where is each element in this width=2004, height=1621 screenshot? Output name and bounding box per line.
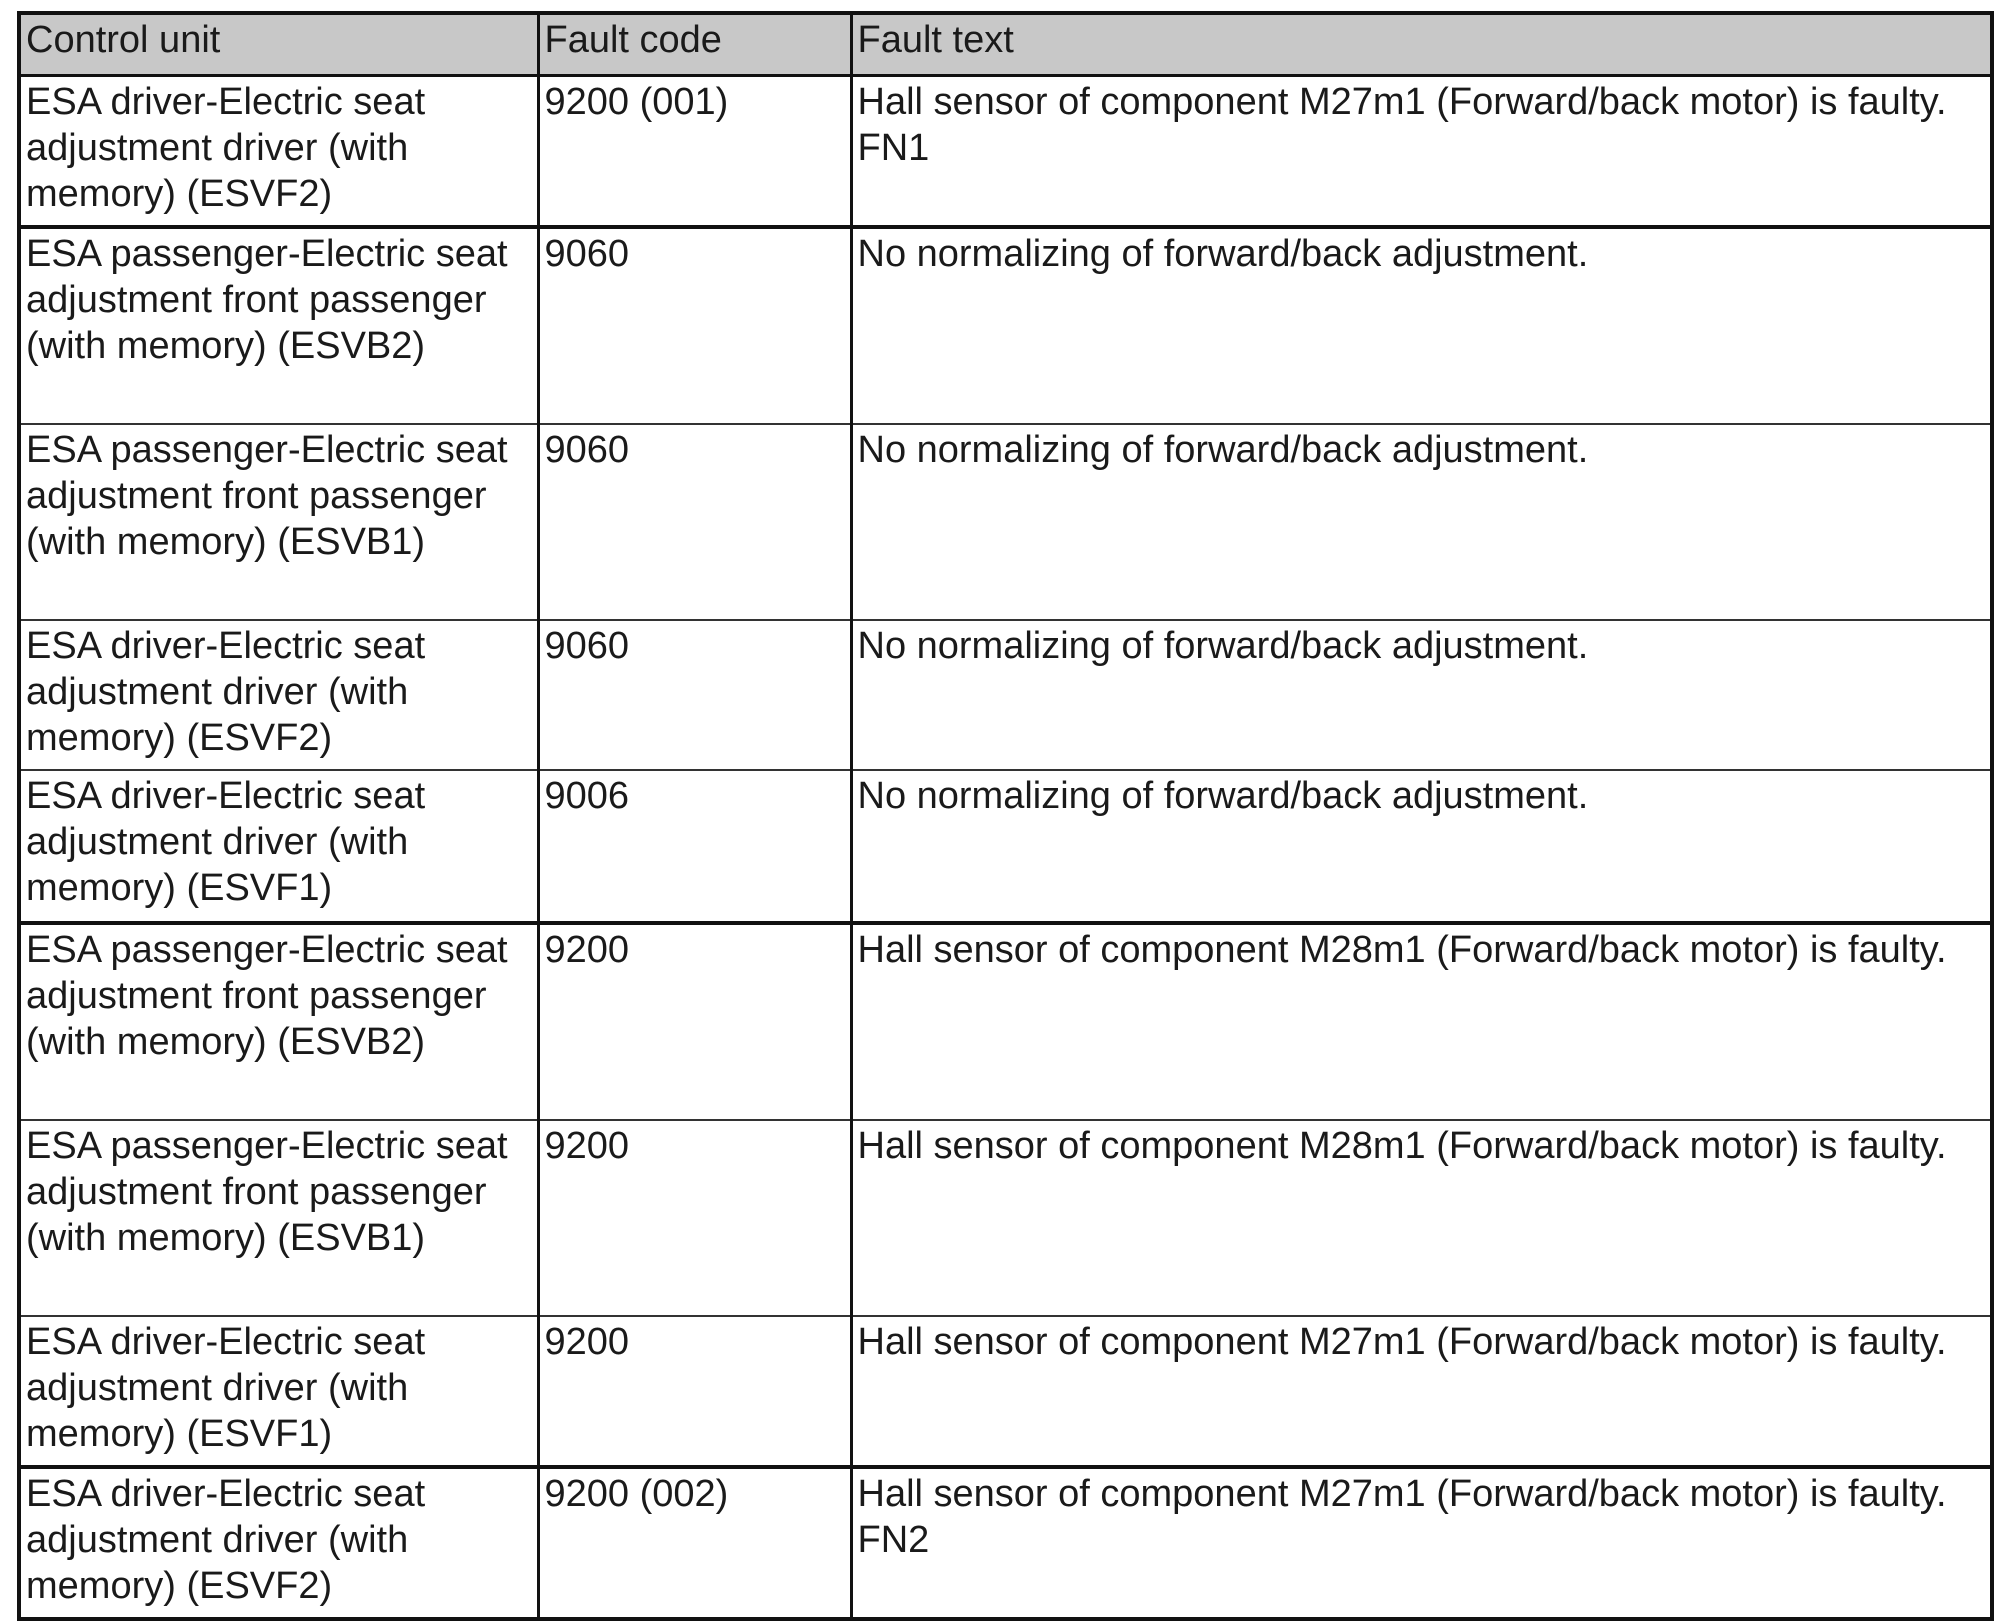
table-row — [19, 76, 1992, 228]
fault-text-cell: No normalizing of forward/back adjustment. — [851, 227, 1992, 424]
fault-code-cell: 9006 — [538, 770, 851, 923]
column-header-control-unit: Control unit — [19, 13, 538, 76]
fault-code-cell: 9200 — [538, 923, 851, 1120]
column-header-fault-code: Fault code — [538, 13, 851, 76]
table-row — [19, 1467, 1992, 1619]
table-row — [19, 1120, 1992, 1316]
fault-text-cell: Hall sensor of component M27m1 (Forward/back motor) is faulty. — [851, 1316, 1992, 1467]
fault-text-cell: Hall sensor of component M27m1 (Forward/back motor) is faulty. FN1 — [851, 76, 1992, 228]
column-header-fault-text: Fault text — [851, 13, 1992, 76]
fault-code-cell: 9200 (001) — [538, 76, 851, 228]
fault-code-cell: 9060 — [538, 424, 851, 620]
fault-text-cell: Hall sensor of component M27m1 (Forward/back motor) is faulty. FN2 — [851, 1467, 1992, 1619]
fault-code-cell: 9200 — [538, 1120, 851, 1316]
table-row — [19, 227, 1992, 424]
fault-text-cell: Hall sensor of component M28m1 (Forward/back motor) is faulty. — [851, 923, 1992, 1120]
control-unit-cell: ESA driver-Electric seat adjustment driver (with memory) (ESVF2) — [19, 620, 538, 770]
fault-code-cell: 9060 — [538, 227, 851, 424]
table-row — [19, 923, 1992, 1120]
table-row — [19, 424, 1992, 620]
fault-code-cell: 9200 — [538, 1316, 851, 1467]
fault-text-cell: Hall sensor of component M28m1 (Forward/back motor) is faulty. — [851, 1120, 1992, 1316]
fault-text-cell: No normalizing of forward/back adjustment. — [851, 424, 1992, 620]
control-unit-cell: ESA passenger-Electric seat adjustment front passenger (with memory) (ESVB1) — [19, 1120, 538, 1316]
control-unit-cell: ESA driver-Electric seat adjustment driver (with memory) (ESVF2) — [19, 1467, 538, 1619]
control-unit-cell: ESA driver-Electric seat adjustment driver (with memory) (ESVF2) — [19, 76, 538, 228]
table-header-row — [19, 13, 1992, 76]
fault-code-cell: 9060 — [538, 620, 851, 770]
fault-text-cell: No normalizing of forward/back adjustment. — [851, 770, 1992, 923]
table-row — [19, 770, 1992, 923]
fault-code-cell: 9200 (002) — [538, 1467, 851, 1619]
table-row — [19, 1316, 1992, 1467]
table-row — [19, 620, 1992, 770]
control-unit-cell: ESA passenger-Electric seat adjustment front passenger (with memory) (ESVB1) — [19, 424, 538, 620]
control-unit-cell: ESA passenger-Electric seat adjustment front passenger (with memory) (ESVB2) — [19, 227, 538, 424]
control-unit-cell: ESA driver-Electric seat adjustment driver (with memory) (ESVF1) — [19, 770, 538, 923]
control-unit-cell: ESA driver-Electric seat adjustment driver (with memory) (ESVF1) — [19, 1316, 538, 1467]
fault-text-cell: No normalizing of forward/back adjustment. — [851, 620, 1992, 770]
fault-code-table — [17, 11, 1994, 1621]
control-unit-cell: ESA passenger-Electric seat adjustment front passenger (with memory) (ESVB2) — [19, 923, 538, 1120]
